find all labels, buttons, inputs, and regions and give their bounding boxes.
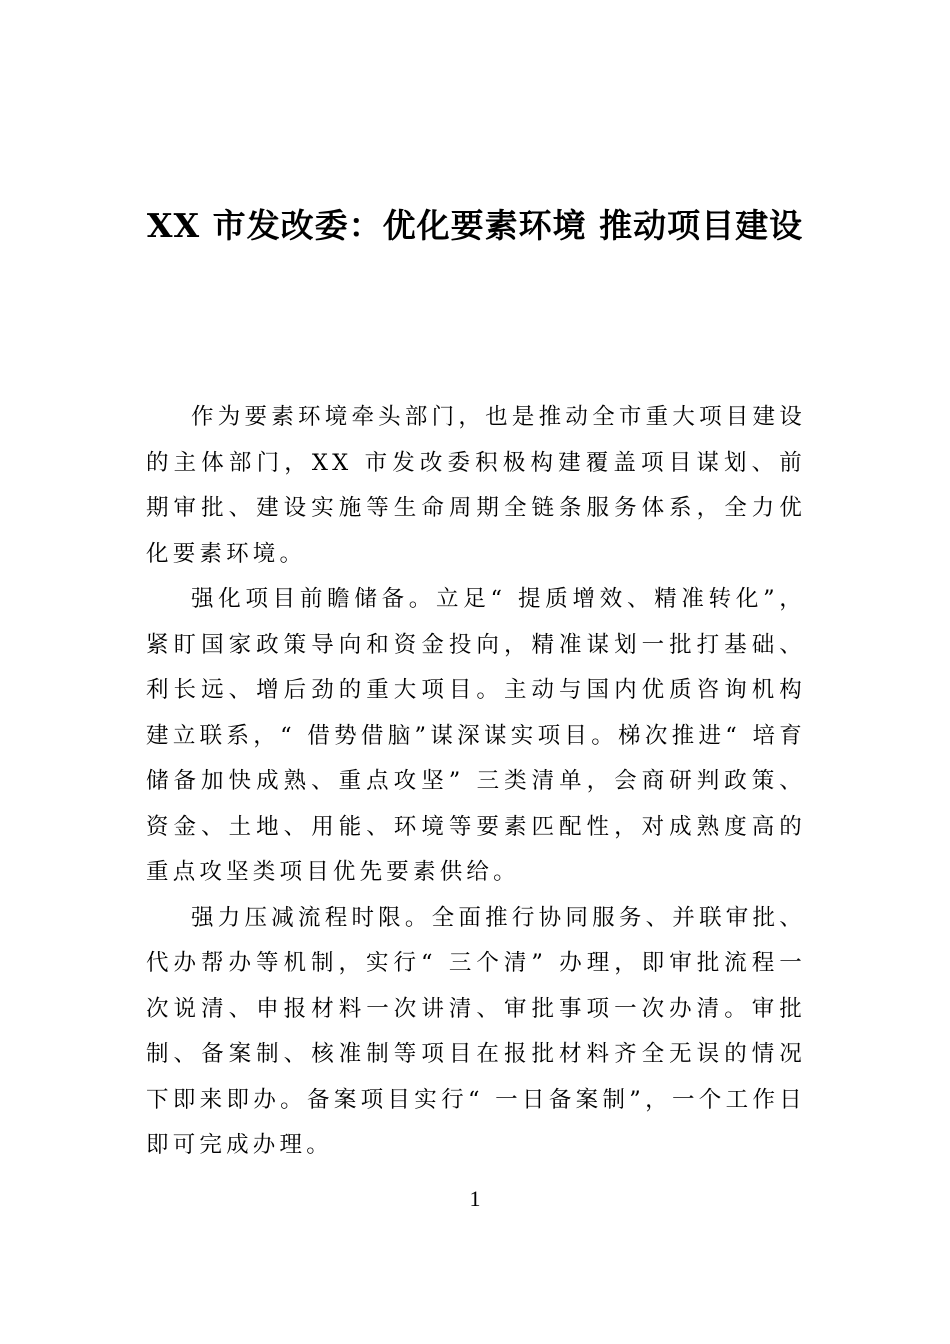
document-body — [146, 395, 806, 1169]
document-title: XX 市发改委：优化要素环境 推动项目建设 — [146, 206, 804, 245]
paragraph-process-reduction: 强力压减流程时限。全面推行协同服务、并联审批、代办帮办等机制，实行“ 三个清” 办理，即审批流程一次说清、申报材料一次讲清、审批事项一次办清。审批制、备案制、核准制等项目在报批材料齐全无误的情况下即来即办。备案项目实行“ 一日备案制”，一个工作日即可完成办理。 — [146, 904, 806, 1158]
paragraph-intro: 作为要素环境牵头部门，也是推动全市重大项目建设的主体部门，XX 市发改委积极构建覆盖项目谋划、前期审批、建设实施等生命周期全链条服务体系，全力优化要素环境。 — [146, 404, 806, 567]
page-number: 1 — [469, 1186, 481, 1211]
paragraph-project-reserve: 强化项目前瞻储备。立足“ 提质增效、精准转化”，紧盯国家政策导向和资金投向，精准谋划一批打基础、利长远、增后劲的重大项目。主动与国内优质咨询机构建立联系，“ 借势借脑”谋深谋实项目。梯次推进“ 培育储备加快成熟、重点攻坚” 三类清单，会商研判政策、资金、土地、用能、环境等要素匹配性，对成熟度高的重点攻坚类项目优先要素供给。 — [146, 586, 806, 885]
